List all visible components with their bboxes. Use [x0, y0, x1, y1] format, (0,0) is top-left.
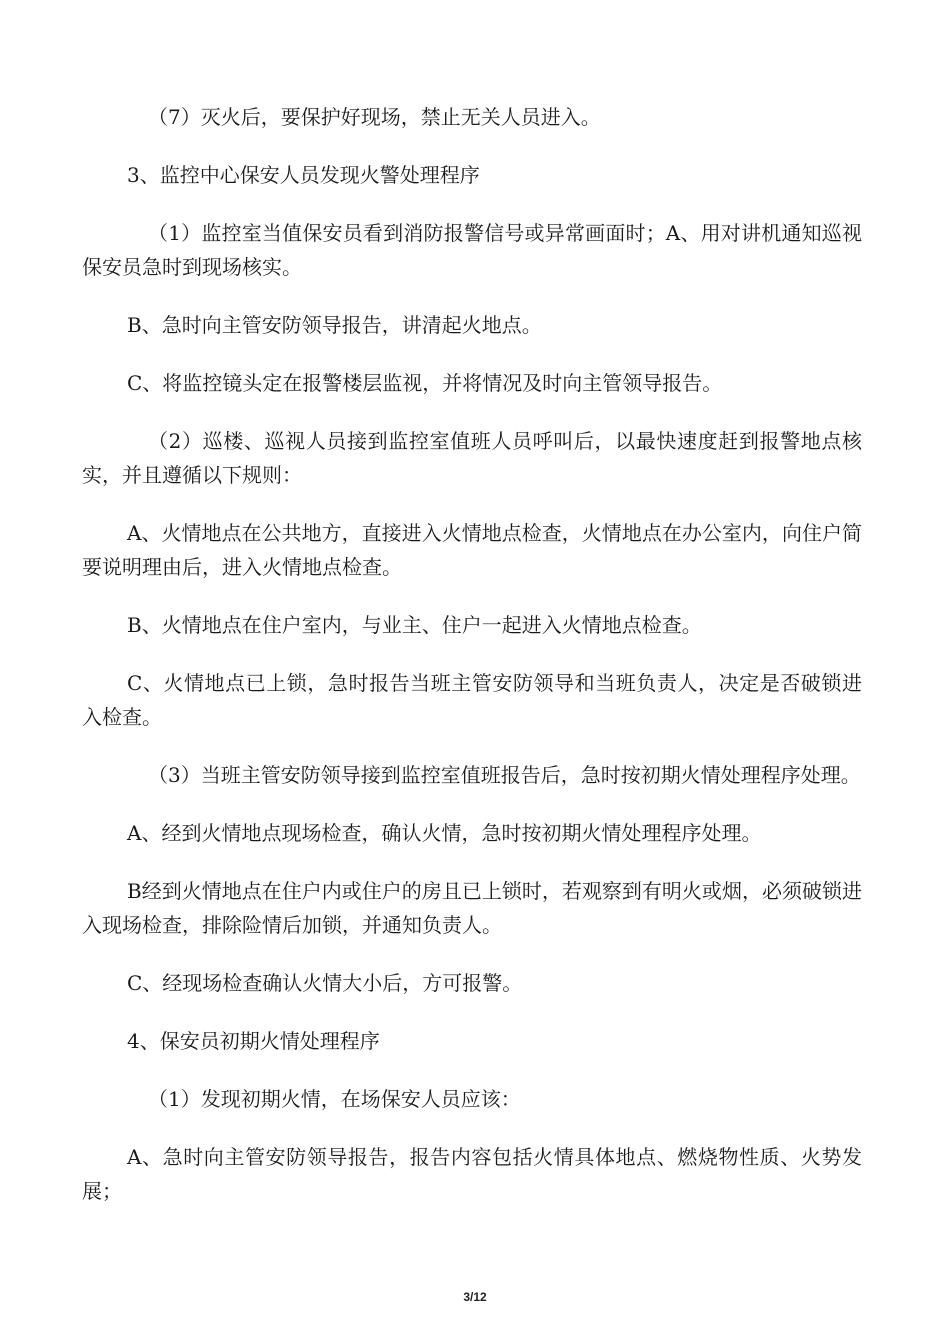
paragraph-patrol-c: C、火情地点已上锁，急时报告当班主管安防领导和当班负责人，决定是否破锁进入检查。	[82, 671, 862, 729]
paragraph-supervisor-c: C、经现场检查确认火情大小后，方可报警。	[127, 971, 523, 995]
paragraph-patrol-2: （2）巡楼、巡视人员接到监控室值班人员呼叫后，以最快速度赶到报警地点核实，并且遵循以下规则：	[82, 429, 862, 487]
paragraph-initial-a: A、急时向主管安防领导报告，报告内容包括火情具体地点、燃烧物性质、火势发展；	[82, 1145, 862, 1203]
paragraph-step-7: （7）灭火后，要保护好现场，禁止无关人员进入。	[148, 105, 601, 129]
paragraph-monitor-c: C、将监控镜头定在报警楼层监视，并将情况及时向主管领导报告。	[127, 371, 723, 395]
section-heading-3: 3、监控中心保安人员发现火警处理程序	[127, 163, 480, 187]
paragraph-monitor-1: （1）监控室当值保安员看到消防报警信号或异常画面时；A、用对讲机通知巡视保安员急时到现场核实。	[82, 221, 862, 279]
paragraph-supervisor-b: B经到火情地点在住户内或住户的房且已上锁时，若观察到有明火或烟，必须破锁进入现场检查，排除险情后加锁，并通知负责人。	[82, 879, 862, 937]
paragraph-patrol-b: B、火情地点在住户室内，与业主、住户一起进入火情地点检查。	[127, 613, 702, 637]
paragraph-monitor-b: B、急时向主管安防领导报告，讲清起火地点。	[127, 313, 542, 337]
section-heading-4: 4、保安员初期火情处理程序	[127, 1029, 380, 1053]
paragraph-initial-1: （1）发现初期火情，在场保安人员应该：	[148, 1087, 521, 1111]
paragraph-supervisor-3: （3）当班主管安防领导接到监控室值班报告后，急时按初期火情处理程序处理。	[148, 763, 861, 787]
paragraph-patrol-a: A、火情地点在公共地方，直接进入火情地点检查，火情地点在办公室内，向住户简要说明理由后，进入火情地点检查。	[82, 521, 862, 579]
document-body	[82, 100, 862, 1232]
paragraph-supervisor-a: A、经到火情地点现场检查，确认火情，急时按初期火情处理程序处理。	[127, 821, 762, 845]
page-number: 3/12	[463, 1290, 487, 1304]
